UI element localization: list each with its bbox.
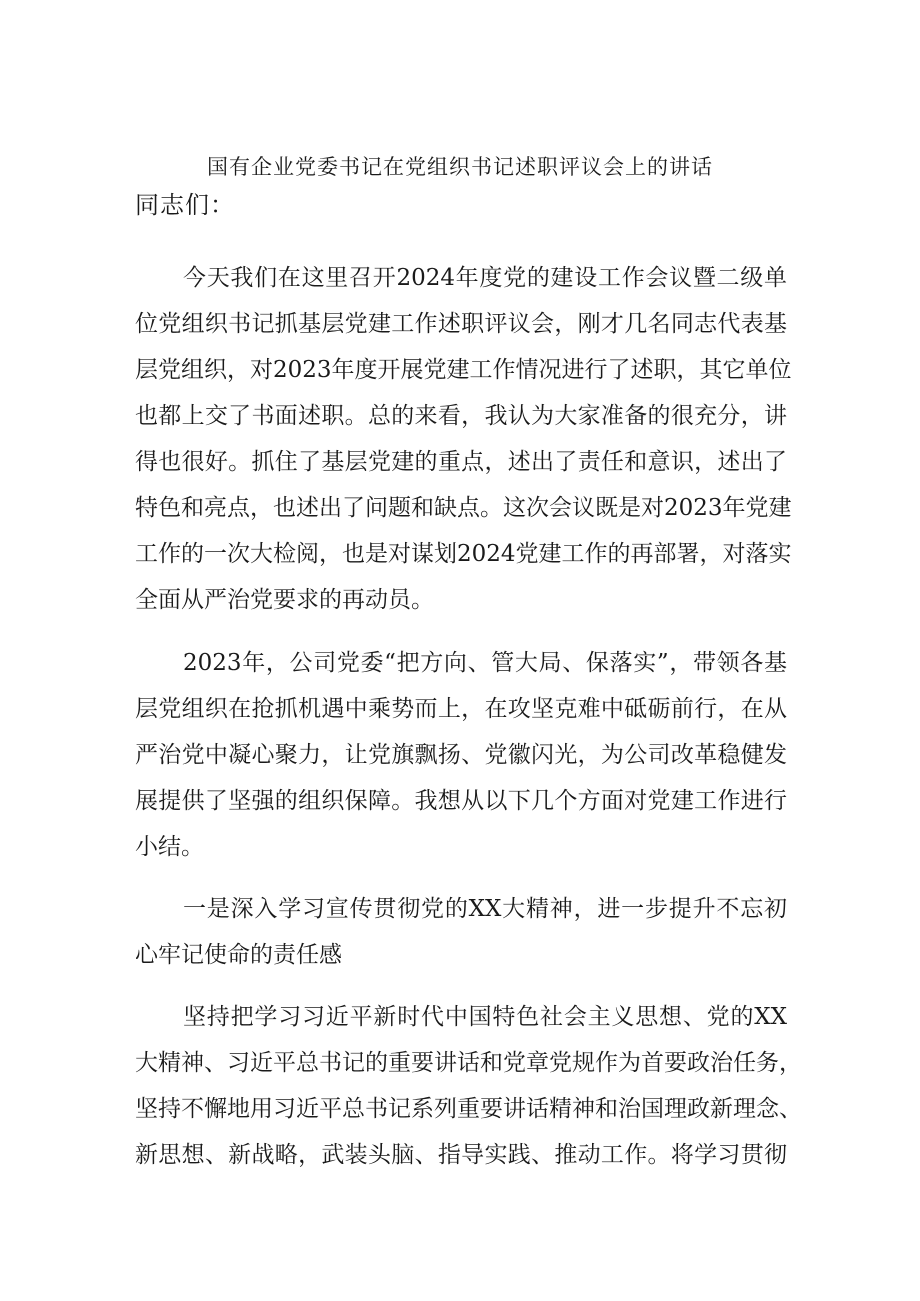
paragraph-1-line-1: 今天我们在这里召开2024年度党的建设工作会议暨二级单 — [183, 265, 787, 291]
salutation: 同志们： — [135, 191, 235, 219]
paragraph-4-line-2: 大精神、习近平总书记的重要讲话和党章党规作为首要政治任务， — [135, 1050, 802, 1076]
paragraph-1-line-3: 层党组织，对2023年度开展党建工作情况进行了述职，其它单位 — [135, 357, 792, 383]
paragraph-2-line-5: 小结。 — [135, 834, 204, 860]
paragraph-1-line-4: 也都上交了书面述职。总的来看，我认为大家准备的很充分，讲 — [135, 403, 787, 429]
paragraph-4-line-3: 坚持不懈地用习近平总书记系列重要讲话精神和治国理政新理念、 — [135, 1096, 802, 1122]
paragraph-4-line-1: 坚持把学习习近平新时代中国特色社会主义思想、党的XX — [183, 1004, 787, 1030]
document-title: 国有企业党委书记在党组织书记述职评议会上的讲话 — [207, 155, 713, 179]
section-heading-line-2: 心牢记使命的责任感 — [135, 942, 342, 968]
section-heading-line-1: 一是深入学习宣传贯彻党的XX大精神，进一步提升不忘初 — [183, 896, 787, 922]
paragraph-1-line-7: 工作的一次大检阅，也是对谋划2024党建工作的再部署，对落实 — [135, 541, 792, 567]
paragraph-1-line-5: 得也很好。抓住了基层党建的重点，述出了责任和意识，述出了 — [135, 449, 787, 475]
paragraph-2-line-3: 严治党中凝心聚力，让党旗飘扬、党徽闪光，为公司改革稳健发 — [135, 742, 787, 768]
paragraph-2-line-1: 2023年，公司党委“把方向、管大局、保落实”，带领各基 — [183, 650, 787, 676]
paragraph-1-line-8: 全面从严治党要求的再动员。 — [135, 587, 434, 613]
paragraph-4-line-4: 新思想、新战略，武装头脑、指导实践、推动工作。将学习贯彻 — [135, 1142, 787, 1168]
paragraph-2-line-2: 层党组织在抢抓机遇中乘势而上，在攻坚克难中砥砺前行，在从 — [135, 696, 787, 722]
paragraph-1-line-6: 特色和亮点，也述出了问题和缺点。这次会议既是对2023年党建 — [135, 495, 792, 521]
paragraph-1-line-2: 位党组织书记抓基层党建工作述职评议会，刚才几名同志代表基 — [135, 311, 787, 337]
paragraph-2-line-4: 展提供了坚强的组织保障。我想从以下几个方面对党建工作进行 — [135, 788, 787, 814]
